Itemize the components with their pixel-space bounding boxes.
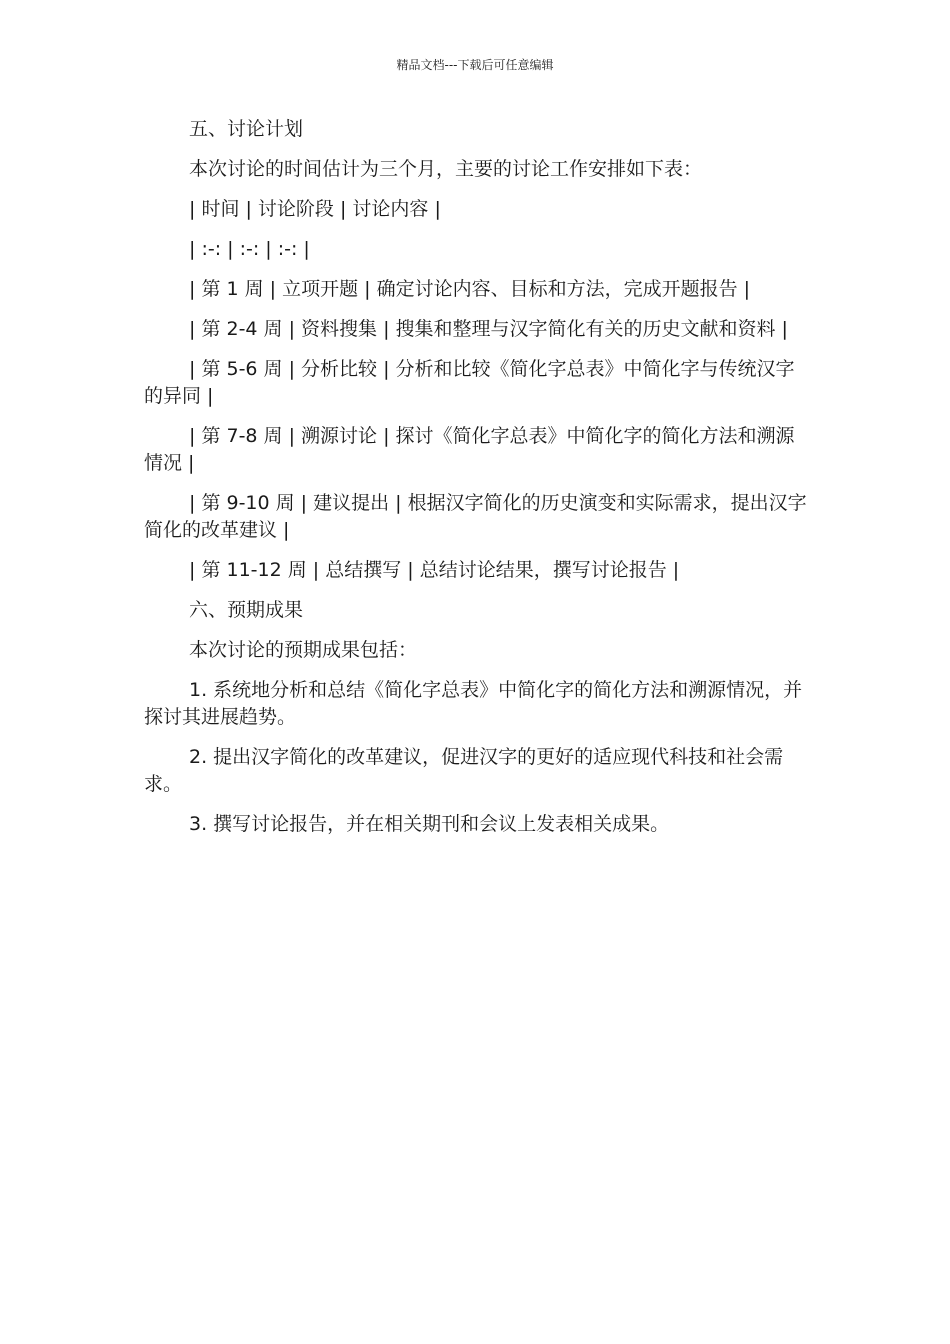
table-row: | 第 5-6 周 | 分析比较 | 分析和比较《简化字总表》中简化字与传统汉字的异同 | [144,358,795,407]
table-row: | 第 7-8 周 | 溯源讨论 | 探讨《简化字总表》中简化字的简化方法和溯源情况 | [144,425,795,474]
table-header-row: | 时间 | 讨论阶段 | 讨论内容 | [189,198,441,220]
outcome-list-item: 1. 系统地分析和总结《简化字总表》中简化字的简化方法和溯源情况，并探讨其进展趋势。 [144,679,803,728]
table-row: | 第 9-10 周 | 建议提出 | 根据汉字简化的历史演变和实际需求，提出汉字简化的改革建议 | [144,492,807,541]
table-separator-row: | :-: | :-: | :-: | [189,238,310,260]
page-header: 精品文档---下载后可任意编辑 [396,58,554,72]
document-body [144,116,810,851]
outcome-list-item: 3. 撰写讨论报告，并在相关期刊和会议上发表相关成果。 [189,813,670,835]
table-row: | 第 1 周 | 立项开题 | 确定讨论内容、目标和方法，完成开题报告 | [189,278,751,300]
table-row: | 第 11-12 周 | 总结撰写 | 总结讨论结果，撰写讨论报告 | [189,559,680,581]
outcome-list-item: 2. 提出汉字简化的改革建议，促进汉字的更好的适应现代科技和社会需求。 [144,746,784,795]
section-heading-plan: 五、讨论计划 [189,118,304,140]
section-heading-outcomes: 六、预期成果 [189,599,304,621]
outcomes-intro-paragraph: 本次讨论的预期成果包括： [189,639,418,661]
plan-intro-paragraph: 本次讨论的时间估计为三个月，主要的讨论工作安排如下表： [189,158,703,180]
table-row: | 第 2-4 周 | 资料搜集 | 搜集和整理与汉字简化有关的历史文献和资料 | [189,318,788,340]
